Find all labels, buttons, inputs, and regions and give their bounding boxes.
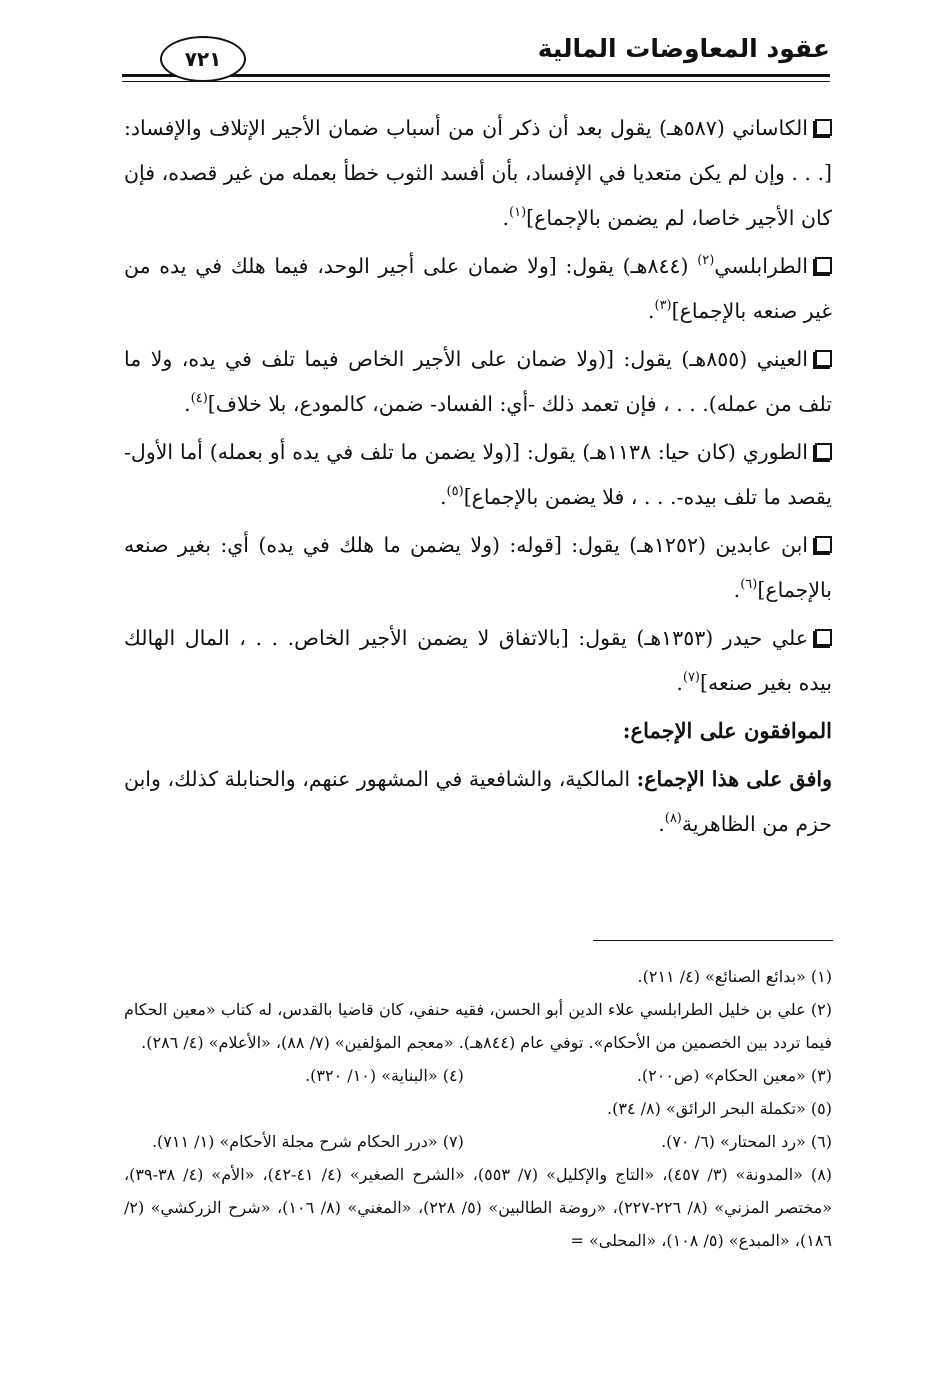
checkbox-bullet-icon (815, 443, 832, 460)
page-header (122, 28, 830, 86)
checkbox-bullet-icon (815, 350, 832, 367)
footnote-ref[interactable]: (٦) (740, 577, 758, 592)
footnote-3: (٣) «معين الحكام» (ص٢٠٠). (636, 1066, 832, 1085)
main-text (124, 106, 832, 850)
entry-kasani: الكاساني (٥٨٧هـ) يقول بعد أن ذكر أن من أسباب ضمان الأجير الإتلاف والإفساد: [. . . وإن لم يكن متعديا في الإفساد، بأن أفسد الثوب خطأ بعمله من غير قصده، فإن كان الأجير خاصا، لم يضمن بالإجماع]$^{(١)}$. (124, 116, 832, 230)
checkbox-bullet-icon (815, 536, 832, 553)
footnote-6: (٦) «رد المحتار» (٦/ ٧٠). (661, 1132, 832, 1151)
agreement-paragraph: وافق على هذا الإجماع: المالكية، والشافعية في المشهور عنهم، والحنابلة كذلك، وابن حزم من الظاهرية$^{(٨)}$. (124, 767, 832, 836)
footnote-ref[interactable]: (٤) (190, 391, 208, 406)
footnote-2: (٢) علي بن خليل الطرابلسي علاء الدين أبو الحسن، فقيه حنفي، كان قاضيا بالقدس، له كتاب «معين الحكام فيما تردد بين الخصمين من الأحكام». توفي عام (٨٤٤هـ). «معجم المؤلفين» (٧/ ٨٨)، «الأعلام» (٤/ ٢٨٦). (124, 1000, 832, 1052)
entry-ibn-abidin: ابن عابدين (١٢٥٢هـ) يقول: [قوله: (ولا يضمن ما هلك في يده) أي: بغير صنعه بالإجماع]$^{(٦)}$. (124, 533, 832, 602)
checkbox-bullet-icon (815, 257, 832, 274)
running-title: عقود المعاوضات المالية (537, 34, 830, 63)
footnote-ref[interactable]: (١) (509, 205, 527, 220)
footnote-ref[interactable]: (٨) (664, 811, 682, 826)
checkbox-bullet-icon (815, 119, 832, 136)
footnote-ref[interactable]: (٢) (697, 253, 715, 268)
footnote-7: (٧) «درر الحكام شرح مجلة الأحكام» (١/ ٧١١). (151, 1132, 464, 1151)
footnotes (124, 960, 832, 1257)
entry-tarabulsi: الطرابلسي$^{(٢)}$ (٨٤٤هـ) يقول: [ولا ضمان على أجير الوحد، فيما هلك في يده من غير صنعه بالإجماع]$^{(٣)}$. (124, 253, 832, 323)
footnote-ref[interactable]: (٥) (446, 484, 464, 499)
entry-ali-haydar: علي حيدر (١٣٥٣هـ) يقول: [بالاتفاق لا يضمن الأجير الخاص. . . ، المال الهالك بيده بغير صنعه]$^{(٧)}$. (124, 626, 832, 695)
footnote-8: (٨) «المدونة» (٣/ ٤٥٧)، «التاج والإكليل» (٧/ ٥٥٣)، «الشرح الصغير» (٤/ ٤١-٤٢)، «الأم» (٤/ ٣٨-٣٩)، «مختصر المزني» (٨/ ٢٢٦-٢٢٧)، «روضة الطالبين» (٥/ ٢٢٨)، «المغني» (٨/ ١٠٦)، «شرح الزركشي» (٢/ ١٨٦)، «المبدع» (٥/ ١٠٨)، «المحلى» = (124, 1165, 833, 1250)
section-heading: الموافقون على الإجماع: (622, 718, 832, 743)
footnote-ref[interactable]: (٧) (682, 670, 700, 685)
checkbox-bullet-icon (815, 629, 832, 646)
footnote-row-3-4 (124, 1059, 832, 1092)
footnote-5: (٥) «تكملة البحر الرائق» (٨/ ٣٤). (607, 1099, 832, 1118)
page-number: ٧٢١ (160, 36, 246, 82)
agreement-lead: وافق على هذا الإجماع: (636, 767, 832, 791)
footnote-separator (593, 940, 833, 941)
footnote-ref[interactable]: (٣) (654, 298, 672, 313)
footnote-row-6-7 (124, 1125, 832, 1158)
entry-turi: الطوري (كان حيا: ١١٣٨هـ) يقول: [(ولا يضمن ما تلف في يده أو بعمله) أما الأول-يقصد ما تلف بيده-. . . ، فلا يضمن بالإجماع]$^{(٥)}$. (124, 440, 832, 509)
entry-aini: العيني (٨٥٥هـ) يقول: [(ولا ضمان على الأجير الخاص فيما تلف في يده، ولا ما تلف من عمله). . . ، فإن تعمد ذلك -أي: الفساد- ضمن، كالمودع، بلا خلاف]$^{(٤)}$. (124, 347, 832, 416)
footnote-4: (٤) «البناية» (١٠/ ٣٢٠). (305, 1066, 464, 1085)
header-rule-thin (122, 81, 830, 82)
footnote-1: (١) «بدائع الصنائع» (٤/ ٢١١). (637, 967, 832, 986)
